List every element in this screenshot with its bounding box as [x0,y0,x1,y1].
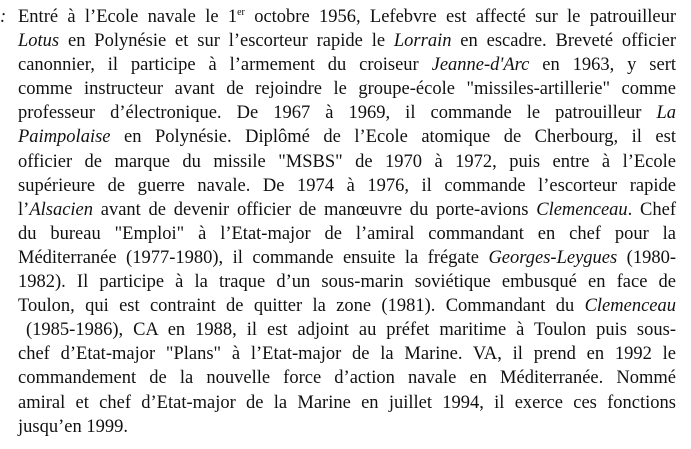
text-segment: l’ [18,199,30,220]
text-segment: professeur d’électronique. De 1967 à 1969, il commande le patrouilleur [18,103,657,124]
biography-paragraph [18,5,676,439]
text-segment: (1980- [617,247,676,268]
text-line [18,222,676,246]
text-segment: en 1963, y sert [529,55,676,76]
italic-name: La [656,103,676,124]
italic-name: Georges-Leygues [488,247,618,268]
text-segment: Méditerranée (1977-1980), il commande ensuite la frégate [18,247,489,268]
text-line [18,366,676,390]
text-line [18,53,676,77]
text-line [18,415,676,439]
text-segment: comme instructeur avant de rejoindre le groupe-école "missiles-artillerie" comme [18,79,676,100]
text-segment: (1985-1986), CA en 1988, il est adjoint au préfet maritime à Toulon puis sous- [26,320,676,341]
italic-name: Jeanne-d'Arc [431,55,530,76]
text-line [18,391,676,415]
text-segment: commandement de la nouvelle force d’action navale en Méditerranée. Nommé [18,368,676,389]
text-segment: en Polynésie. Diplômé de l’Ecole atomique de Cherbourg, il est [110,127,676,148]
italic-name: Lorrain [393,31,452,52]
text-line [18,318,676,342]
text-line [18,294,676,318]
text-segment: en Polynésie et sur l’escorteur rapide le [59,31,394,52]
text-segment: Toulon, qui est contraint de quitter la zone (1981). Commandant du [18,296,585,317]
text-segment: jusqu’en 1999. [18,416,128,437]
text-segment: Entré à l’Ecole navale le 1 [18,7,238,27]
text-segment: en escadre. Breveté officier [451,31,676,52]
text-segment: amiral et chef d’Etat-major de la Marine en juillet 1994, il exerce ces fonctions [18,392,676,413]
text-segment: . Chef [627,199,676,220]
text-segment: officier de marque du missile "MSBS" de 1970 à 1972, puis entre à l’Ecole [18,151,676,172]
text-line [18,270,676,294]
text-line [18,29,676,53]
text-line [18,77,676,101]
text-line [18,174,676,198]
text-segment: supérieure de guerre navale. De 1974 à 1976, il commande l’escorteur rapide [18,175,676,196]
text-segment: chef d’Etat-major "Plans" à l’Etat-major de la Marine. VA, il prend en 1992 le [18,344,676,365]
text-line [18,150,676,174]
text-segment: 1982). Il participe à la traque d’un sous-marin soviétique embusqué en face de [18,272,676,293]
text-line [18,342,676,366]
text-line [18,5,676,29]
text-segment: octobre 1956, Lefebvre est affecté sur le patrouilleur [244,7,677,27]
italic-name: Alsacien [29,199,94,220]
text-segment: avant de devenir officier de manœuvre du porte-avions [93,199,537,220]
text-line [18,125,676,149]
text-line [18,246,676,270]
text-line [18,101,676,125]
italic-name: Clemenceau [584,296,676,317]
text-segment: du bureau "Emploi" à l’Etat-major de l’amiral commandant en chef pour la [18,223,676,244]
text-line [18,198,676,222]
entry-marker: : [0,7,7,27]
italic-name: Paimpolaise [18,127,111,148]
italic-name: Lotus [18,31,60,52]
italic-name: Clemenceau [536,199,628,220]
ordinal-superscript: er [237,7,245,18]
text-segment: canonnier, il participe à l’armement du croiseur [18,55,432,76]
